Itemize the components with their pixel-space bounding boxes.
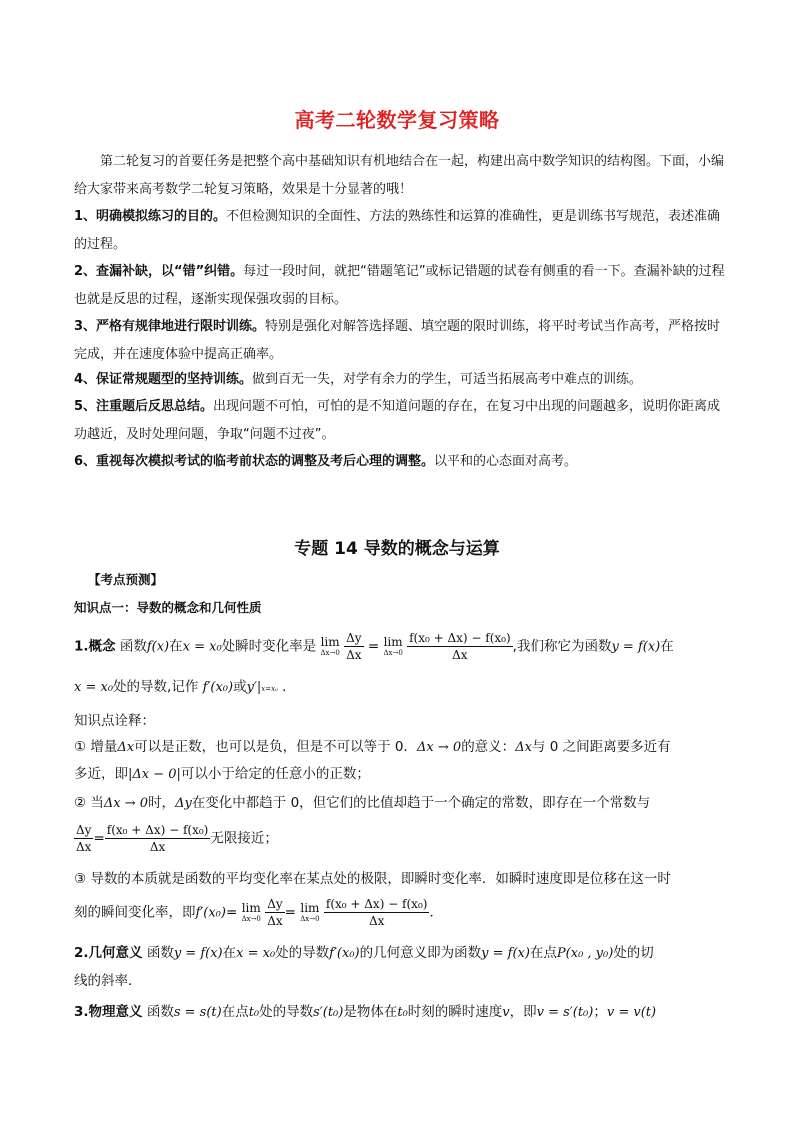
fraction — [105, 822, 211, 855]
text: 处的切 — [613, 945, 654, 961]
math: |Δx − 0| — [128, 767, 181, 782]
text: 或 — [233, 679, 247, 695]
text: 在 — [660, 638, 674, 655]
text: 无限接近； — [210, 830, 278, 847]
math: y = f(x) — [481, 946, 530, 961]
text: 与 0 之间距离要多近有 — [531, 739, 671, 755]
strategy-5 — [74, 393, 728, 448]
text: 的意义： — [461, 739, 516, 755]
text: 时刻的瞬时速度 — [407, 1004, 503, 1020]
numerator: Δy — [76, 823, 92, 837]
math: t₀ — [397, 1005, 408, 1020]
topic-title: 专题 14 导数的概念与运算 — [294, 539, 500, 559]
math: y = f(x) — [173, 946, 223, 961]
equals-sign: = — [367, 638, 380, 655]
fraction — [324, 896, 430, 929]
text: 在 — [222, 945, 237, 961]
limit — [300, 902, 319, 923]
math: f(x) — [146, 639, 170, 655]
limit — [320, 636, 339, 657]
denominator: Δx — [368, 914, 385, 928]
note-1-line-1 — [74, 736, 734, 759]
geometric-meaning-line-1 — [74, 942, 734, 965]
note-2-line-1 — [74, 792, 734, 815]
geometric-meaning-line-2: 线的斜率． — [74, 973, 142, 989]
numerator: f(x₀ + Δx) − f(x₀) — [409, 631, 511, 645]
lim-sub: Δx→0 — [300, 915, 320, 923]
strategy-body: 每过一段时间，就把“错题笔记”或标记错题的试卷有侧重的看一下。查漏补缺的过程也就是反思的过程，逐渐实现保强攻弱的目标。 — [74, 264, 725, 307]
physical-meaning-line — [74, 1001, 734, 1024]
fraction — [265, 896, 284, 929]
lim-sub: Δx→0 — [241, 915, 261, 923]
math: v = s′(t₀) — [536, 1005, 594, 1020]
equals-sign: = — [93, 830, 105, 847]
math: v = v(t) — [606, 1005, 657, 1020]
explain-label: 知识点诠释： — [74, 713, 155, 729]
strategy-body: 以平和的心态面对高考。 — [434, 454, 578, 469]
strategy-heading: 2、查漏补缺，以“错”纠错。 — [74, 264, 244, 279]
text: 处瞬时变化率是 — [221, 638, 317, 655]
concept-line-1 — [74, 630, 734, 666]
lim-text: lim — [300, 901, 320, 915]
text: 时， — [148, 795, 176, 811]
math: s = s(t) — [173, 1005, 222, 1020]
math: Δx → 0 — [417, 740, 462, 755]
text: ． — [429, 904, 443, 921]
math: x = x₀ — [236, 946, 276, 961]
text: 的几何意义即为函数 — [359, 945, 482, 961]
limit — [242, 902, 261, 923]
strategy-6 — [74, 448, 728, 476]
text: ,我们称它为函数 — [512, 638, 612, 655]
equals-sign: = — [284, 904, 296, 921]
phys-label: 3.物理意义 — [74, 1004, 143, 1020]
strategy-4 — [74, 366, 728, 394]
text: 刻的瞬间变化率，即 — [74, 904, 196, 921]
numerator: Δy — [267, 897, 283, 911]
text: 处的导数 — [259, 1004, 314, 1020]
text: . — [282, 679, 287, 695]
text: 函数 — [119, 638, 147, 655]
text: 在 — [169, 638, 183, 655]
math: f′(x₀) — [195, 905, 226, 921]
math: x = x₀ — [182, 639, 222, 655]
limit — [383, 636, 402, 657]
numerator: Δy — [346, 631, 362, 645]
math: Δx → 0 — [103, 796, 149, 811]
note-2-line-2 — [74, 822, 734, 860]
strategy-heading: 4、保证常规题型的坚持训练。 — [74, 372, 253, 387]
lim-text: lim — [383, 635, 403, 649]
strategy-heading: 1、明确模拟练习的目的。 — [74, 209, 227, 224]
math: v — [502, 1005, 510, 1020]
geo-label: 2.几何意义 — [74, 945, 143, 961]
lim-text: lim — [320, 635, 340, 649]
strategy-2 — [74, 258, 728, 313]
section-label: 【考点预测】 — [88, 572, 164, 587]
numerator: f(x₀ + Δx) − f(x₀) — [325, 897, 428, 911]
note-3-line-1: ③ 导数的本质就是函数的平均变化率在某点处的极限，即瞬时变化率．如瞬时速度即是位移在这一时 — [74, 871, 671, 887]
strategy-body: 不但检测知识的全面性、方法的熟练性和运算的准确性，更是训练书写规范，表述准确的过程。 — [74, 209, 721, 252]
note-3-line-2 — [74, 896, 734, 934]
math: f′(x₀) — [329, 946, 360, 961]
concept-label: 1.概念 — [74, 638, 116, 655]
math: t₀ — [248, 1005, 260, 1020]
intro-paragraph: 第二轮复习的首要任务是把整个高中基础知识有机地结合在一起，构建出高中数学知识的结构图。下面，小编给大家带来高考数学二轮复习策略，效果是十分显著的哦！ — [74, 154, 725, 197]
math-sub: x=x₀ — [261, 685, 278, 693]
text: 函数 — [146, 1004, 174, 1020]
lim-sub: Δx→0 — [383, 649, 403, 657]
text: 是物体在 — [343, 1004, 398, 1020]
strategy-body: 出现问题不可怕，可怕的是不知道问题的存在，在复习中出现的问题越多，说明你距离成功越近，及时处理问题，争取“问题不过夜”。 — [74, 399, 721, 442]
denominator: Δx — [452, 648, 468, 662]
strategy-body: 做到百无一失，对学有余力的学生，可适当拓展高考中难点的训练。 — [252, 372, 643, 387]
lim-sub: Δx→0 — [320, 649, 340, 657]
denominator: Δx — [346, 648, 362, 662]
strategy-heading: 6、重视每次模拟考试的临考前状态的调整及考后心理的调整。 — [74, 454, 435, 469]
lim-text: lim — [241, 901, 261, 915]
fraction — [407, 630, 513, 663]
math: y′| — [246, 680, 262, 695]
text: 处的导数,记作 — [113, 679, 199, 695]
denominator: Δx — [267, 914, 283, 928]
math: x = x₀ — [74, 680, 114, 695]
knowledge-point-heading: 知识点一：导数的概念和几何性质 — [74, 600, 262, 615]
text: 在点 — [529, 945, 557, 961]
math: y = f(x) — [611, 639, 661, 655]
math: f′(x₀) — [202, 680, 234, 695]
text: ； — [593, 1004, 607, 1020]
text: 函数 — [146, 945, 174, 961]
math: P(x₀ , y₀) — [556, 946, 614, 961]
math: Δy — [175, 796, 192, 811]
strategy-1 — [74, 203, 728, 258]
concept-line-2 — [74, 676, 734, 700]
strategy-heading: 5、注重题后反思总结。 — [74, 399, 214, 414]
denominator: Δx — [76, 840, 92, 854]
document-title: 高考二轮数学复习策略 — [294, 108, 500, 132]
strategy-heading: 3、严格有规律地进行限时训练。 — [74, 319, 266, 334]
fraction — [344, 630, 363, 663]
fraction — [74, 822, 93, 855]
strategy-3 — [74, 313, 728, 368]
text: ① 增量 — [74, 739, 118, 755]
text: 在点 — [221, 1004, 249, 1020]
numerator: f(x₀ + Δx) − f(x₀) — [106, 823, 209, 837]
math: s′(t₀) — [313, 1005, 344, 1020]
text: 在变化中都趋于 0，但它们的比值却趋于一个确定的常数，即存在一个常数与 — [191, 795, 651, 811]
text: 多近，即 — [74, 766, 128, 782]
denominator: Δx — [149, 840, 166, 854]
text: ② 当 — [74, 795, 104, 811]
math: Δx — [117, 740, 135, 755]
equals-sign: = — [225, 904, 238, 921]
math: Δx — [515, 740, 532, 755]
text: 处的导数 — [275, 945, 330, 961]
text: 可以小于给定的任意小的正数； — [180, 766, 370, 782]
text: ，即 — [509, 1004, 537, 1020]
note-1-line-2 — [74, 763, 734, 786]
text: 可以是正数，也可以是负，但是不可以等于 0． — [134, 739, 418, 755]
strategy-body: 特别是强化对解答选择题、填空题的限时训练，将平时考试当作高考，严格按时完成，并在速度体验中提高正确率。 — [74, 319, 721, 362]
